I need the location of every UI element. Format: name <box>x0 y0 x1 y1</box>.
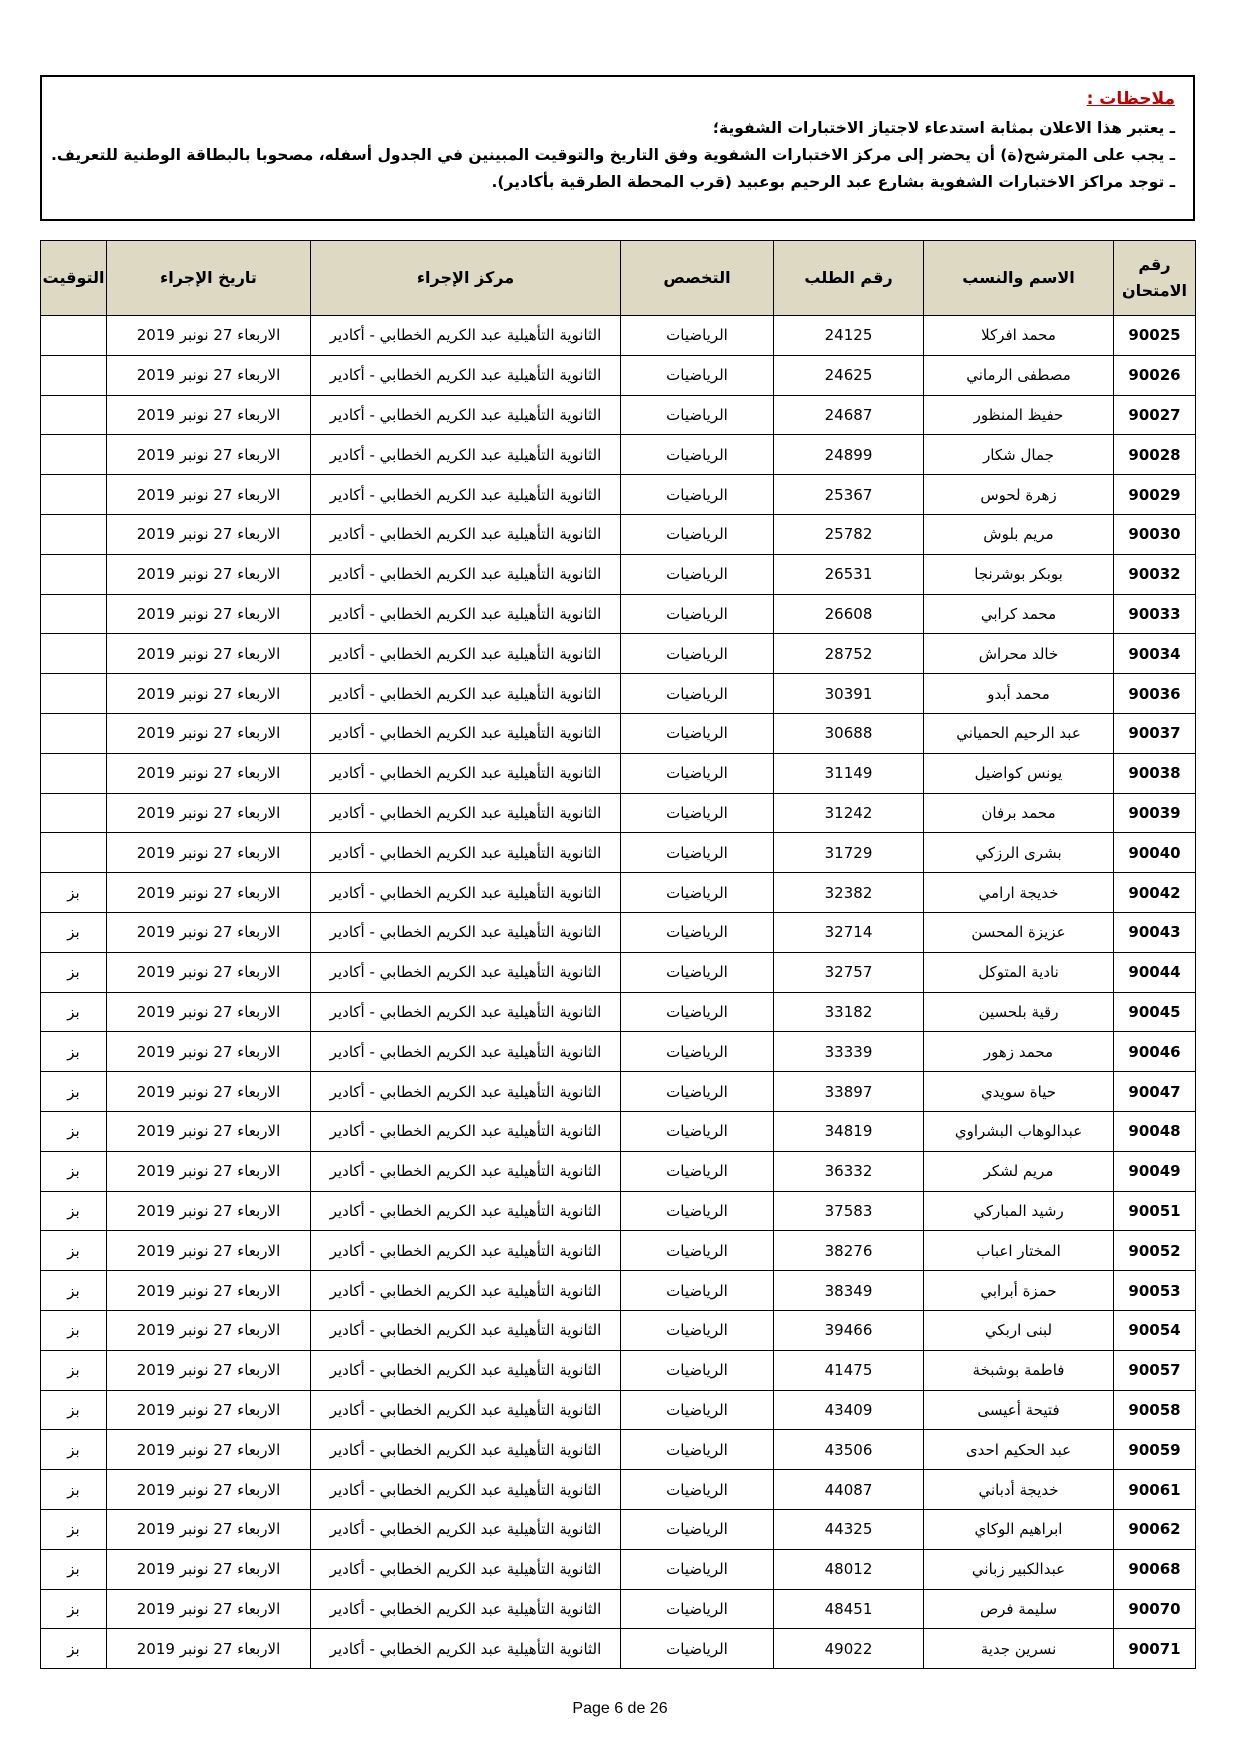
notes-box <box>40 75 1195 221</box>
center-cell: الثانوية التأهيلية عبد الكريم الخطابي - أكادير <box>311 475 621 515</box>
exam-number-cell: 90061 <box>1114 1470 1196 1510</box>
exam-number-cell: 90033 <box>1114 594 1196 634</box>
date-cell: الاربعاء 27 نونبر 2019 <box>107 793 311 833</box>
center-cell: الثانوية التأهيلية عبد الكريم الخطابي - أكادير <box>311 873 621 913</box>
date-cell: الاربعاء 27 نونبر 2019 <box>107 1191 311 1231</box>
specialty-cell: الرياضيات <box>621 1589 774 1629</box>
exam-number-cell: 90026 <box>1114 355 1196 395</box>
time-cell: بز <box>41 1032 107 1072</box>
request-number-cell: 31149 <box>774 753 924 793</box>
note-line: ـ توجد مراكز الاختبارات الشفوية بشارع عبد الرحيم بوعبيد (قرب المحطة الطرقية بأكادير). <box>491 173 1175 191</box>
time-cell <box>41 713 107 753</box>
request-number-cell: 49022 <box>774 1629 924 1669</box>
specialty-cell: الرياضيات <box>621 674 774 714</box>
exam-number-cell: 90049 <box>1114 1151 1196 1191</box>
request-number-cell: 24625 <box>774 355 924 395</box>
specialty-cell: الرياضيات <box>621 1629 774 1669</box>
name-cell: بشرى الرزكي <box>924 833 1114 873</box>
request-number-cell: 33897 <box>774 1072 924 1112</box>
time-cell: بز <box>41 912 107 952</box>
request-number-cell: 32382 <box>774 873 924 913</box>
specialty-cell: الرياضيات <box>621 1430 774 1470</box>
specialty-cell: الرياضيات <box>621 634 774 674</box>
name-cell: نسرين جدية <box>924 1629 1114 1669</box>
table-row <box>41 1509 1196 1549</box>
table-row <box>41 674 1196 714</box>
exam-number-cell: 90044 <box>1114 952 1196 992</box>
date-cell: الاربعاء 27 نونبر 2019 <box>107 514 311 554</box>
time-cell <box>41 634 107 674</box>
table-row <box>41 1350 1196 1390</box>
date-cell: الاربعاء 27 نونبر 2019 <box>107 395 311 435</box>
time-cell: بز <box>41 1589 107 1629</box>
date-cell: الاربعاء 27 نونبر 2019 <box>107 1509 311 1549</box>
exam-number-cell: 90051 <box>1114 1191 1196 1231</box>
table-row <box>41 1032 1196 1072</box>
table-row <box>41 1151 1196 1191</box>
center-cell: الثانوية التأهيلية عبد الكريم الخطابي - أكادير <box>311 1589 621 1629</box>
date-cell: الاربعاء 27 نونبر 2019 <box>107 952 311 992</box>
time-cell <box>41 674 107 714</box>
date-cell: الاربعاء 27 نونبر 2019 <box>107 1072 311 1112</box>
date-cell: الاربعاء 27 نونبر 2019 <box>107 1589 311 1629</box>
specialty-cell: الرياضيات <box>621 1390 774 1430</box>
table-row <box>41 1191 1196 1231</box>
date-cell: الاربعاء 27 نونبر 2019 <box>107 753 311 793</box>
request-number-cell: 30688 <box>774 713 924 753</box>
name-cell: محمد برفان <box>924 793 1114 833</box>
name-cell: لبنى اربكي <box>924 1310 1114 1350</box>
table-row <box>41 1271 1196 1311</box>
candidates-table <box>40 240 1196 1669</box>
specialty-cell: الرياضيات <box>621 594 774 634</box>
request-number-cell: 31729 <box>774 833 924 873</box>
name-cell: مريم بلوش <box>924 514 1114 554</box>
date-cell: الاربعاء 27 نونبر 2019 <box>107 1151 311 1191</box>
exam-number-cell: 90052 <box>1114 1231 1196 1271</box>
name-cell: المختار اعباب <box>924 1231 1114 1271</box>
exam-number-cell: 90048 <box>1114 1111 1196 1151</box>
request-number-cell: 24899 <box>774 435 924 475</box>
name-cell: يونس كواضيل <box>924 753 1114 793</box>
time-cell <box>41 435 107 475</box>
request-number-cell: 39466 <box>774 1310 924 1350</box>
table-body <box>41 316 1196 1669</box>
center-cell: الثانوية التأهيلية عبد الكريم الخطابي - أكادير <box>311 1310 621 1350</box>
center-cell: الثانوية التأهيلية عبد الكريم الخطابي - أكادير <box>311 1629 621 1669</box>
date-cell: الاربعاء 27 نونبر 2019 <box>107 1350 311 1390</box>
request-number-cell: 30391 <box>774 674 924 714</box>
exam-number-cell: 90043 <box>1114 912 1196 952</box>
time-cell <box>41 833 107 873</box>
date-cell: الاربعاء 27 نونبر 2019 <box>107 713 311 753</box>
time-cell: بز <box>41 1151 107 1191</box>
table-row <box>41 1589 1196 1629</box>
request-number-cell: 37583 <box>774 1191 924 1231</box>
request-number-cell: 38276 <box>774 1231 924 1271</box>
request-number-cell: 48451 <box>774 1589 924 1629</box>
exam-number-cell: 90029 <box>1114 475 1196 515</box>
exam-number-cell: 90042 <box>1114 873 1196 913</box>
time-cell <box>41 475 107 515</box>
specialty-cell: الرياضيات <box>621 1310 774 1350</box>
exam-number-cell: 90045 <box>1114 992 1196 1032</box>
time-cell <box>41 753 107 793</box>
time-cell: بز <box>41 1231 107 1271</box>
exam-number-cell: 90059 <box>1114 1430 1196 1470</box>
exam-number-cell: 90070 <box>1114 1589 1196 1629</box>
name-cell: محمد أبدو <box>924 674 1114 714</box>
time-cell <box>41 355 107 395</box>
specialty-cell: الرياضيات <box>621 1072 774 1112</box>
exam-number-cell: 90036 <box>1114 674 1196 714</box>
note-line: ـ يجب على المترشح(ة) أن يحضر إلى مركز الاختبارات الشفوية وفق التاريخ والتوقيت المبينين في الجدول أسفله، مصحوبا بالبطاقة الوطنية للتعريف. <box>50 146 1175 164</box>
specialty-cell: الرياضيات <box>621 912 774 952</box>
time-cell: بز <box>41 1310 107 1350</box>
specialty-cell: الرياضيات <box>621 952 774 992</box>
table-row <box>41 475 1196 515</box>
exam-number-cell: 90032 <box>1114 554 1196 594</box>
name-cell: ابراهيم الوكاي <box>924 1509 1114 1549</box>
exam-number-cell: 90037 <box>1114 713 1196 753</box>
exam-number-cell: 90028 <box>1114 435 1196 475</box>
header-center: مركز الإجراء <box>311 241 621 316</box>
exam-number-cell: 90046 <box>1114 1032 1196 1072</box>
name-cell: محمد زهور <box>924 1032 1114 1072</box>
center-cell: الثانوية التأهيلية عبد الكريم الخطابي - أكادير <box>311 1390 621 1430</box>
request-number-cell: 31242 <box>774 793 924 833</box>
table-header-row <box>41 241 1196 316</box>
center-cell: الثانوية التأهيلية عبد الكريم الخطابي - أكادير <box>311 1350 621 1390</box>
center-cell: الثانوية التأهيلية عبد الكريم الخطابي - أكادير <box>311 1072 621 1112</box>
specialty-cell: الرياضيات <box>621 992 774 1032</box>
specialty-cell: الرياضيات <box>621 395 774 435</box>
name-cell: حفيظ المنظور <box>924 395 1114 435</box>
date-cell: الاربعاء 27 نونبر 2019 <box>107 1231 311 1271</box>
name-cell: مريم لشكر <box>924 1151 1114 1191</box>
specialty-cell: الرياضيات <box>621 554 774 594</box>
center-cell: الثانوية التأهيلية عبد الكريم الخطابي - أكادير <box>311 713 621 753</box>
exam-number-cell: 90058 <box>1114 1390 1196 1430</box>
specialty-cell: الرياضيات <box>621 355 774 395</box>
exam-number-cell: 90071 <box>1114 1629 1196 1669</box>
request-number-cell: 25782 <box>774 514 924 554</box>
center-cell: الثانوية التأهيلية عبد الكريم الخطابي - أكادير <box>311 1509 621 1549</box>
name-cell: خديجة أدباني <box>924 1470 1114 1510</box>
name-cell: محمد كرابي <box>924 594 1114 634</box>
request-number-cell: 43409 <box>774 1390 924 1430</box>
name-cell: خديجة ارامي <box>924 873 1114 913</box>
date-cell: الاربعاء 27 نونبر 2019 <box>107 833 311 873</box>
specialty-cell: الرياضيات <box>621 873 774 913</box>
table-row <box>41 395 1196 435</box>
table-row <box>41 912 1196 952</box>
time-cell: بز <box>41 952 107 992</box>
request-number-cell: 24125 <box>774 316 924 356</box>
exam-number-cell: 90038 <box>1114 753 1196 793</box>
table-row <box>41 1390 1196 1430</box>
center-cell: الثانوية التأهيلية عبد الكريم الخطابي - أكادير <box>311 594 621 634</box>
date-cell: الاربعاء 27 نونبر 2019 <box>107 554 311 594</box>
name-cell: بوبكر بوشرنجا <box>924 554 1114 594</box>
center-cell: الثانوية التأهيلية عبد الكريم الخطابي - أكادير <box>311 514 621 554</box>
center-cell: الثانوية التأهيلية عبد الكريم الخطابي - أكادير <box>311 1191 621 1231</box>
request-number-cell: 32714 <box>774 912 924 952</box>
exam-number-cell: 90047 <box>1114 1072 1196 1112</box>
table-row <box>41 1549 1196 1589</box>
time-cell <box>41 594 107 634</box>
time-cell: بز <box>41 1191 107 1231</box>
request-number-cell: 41475 <box>774 1350 924 1390</box>
table-row <box>41 793 1196 833</box>
table-row <box>41 1310 1196 1350</box>
time-cell: بز <box>41 1390 107 1430</box>
date-cell: الاربعاء 27 نونبر 2019 <box>107 634 311 674</box>
time-cell: بز <box>41 1509 107 1549</box>
center-cell: الثانوية التأهيلية عبد الكريم الخطابي - أكادير <box>311 833 621 873</box>
date-cell: الاربعاء 27 نونبر 2019 <box>107 594 311 634</box>
exam-number-cell: 90034 <box>1114 634 1196 674</box>
table-row <box>41 1470 1196 1510</box>
table-row <box>41 554 1196 594</box>
request-number-cell: 28752 <box>774 634 924 674</box>
time-cell: بز <box>41 1111 107 1151</box>
name-cell: جمال شكار <box>924 435 1114 475</box>
specialty-cell: الرياضيات <box>621 1231 774 1271</box>
specialty-cell: الرياضيات <box>621 435 774 475</box>
name-cell: عبد الحكيم احدى <box>924 1430 1114 1470</box>
specialty-cell: الرياضيات <box>621 713 774 753</box>
request-number-cell: 36332 <box>774 1151 924 1191</box>
specialty-cell: الرياضيات <box>621 1509 774 1549</box>
exam-number-cell: 90053 <box>1114 1271 1196 1311</box>
time-cell <box>41 793 107 833</box>
request-number-cell: 38349 <box>774 1271 924 1311</box>
date-cell: الاربعاء 27 نونبر 2019 <box>107 873 311 913</box>
table-row <box>41 1231 1196 1271</box>
date-cell: الاربعاء 27 نونبر 2019 <box>107 1111 311 1151</box>
request-number-cell: 26531 <box>774 554 924 594</box>
specialty-cell: الرياضيات <box>621 793 774 833</box>
table-row <box>41 355 1196 395</box>
date-cell: الاربعاء 27 نونبر 2019 <box>107 1271 311 1311</box>
date-cell: الاربعاء 27 نونبر 2019 <box>107 1430 311 1470</box>
name-cell: حياة سويدي <box>924 1072 1114 1112</box>
center-cell: الثانوية التأهيلية عبد الكريم الخطابي - أكادير <box>311 992 621 1032</box>
time-cell: بز <box>41 1430 107 1470</box>
time-cell: بز <box>41 1549 107 1589</box>
date-cell: الاربعاء 27 نونبر 2019 <box>107 992 311 1032</box>
specialty-cell: الرياضيات <box>621 1350 774 1390</box>
table-row <box>41 1629 1196 1669</box>
center-cell: الثانوية التأهيلية عبد الكريم الخطابي - أكادير <box>311 355 621 395</box>
table-row <box>41 316 1196 356</box>
center-cell: الثانوية التأهيلية عبد الكريم الخطابي - أكادير <box>311 1549 621 1589</box>
center-cell: الثانوية التأهيلية عبد الكريم الخطابي - أكادير <box>311 912 621 952</box>
page-number: Page 6 de 26 <box>572 1700 668 1717</box>
center-cell: الثانوية التأهيلية عبد الكريم الخطابي - أكادير <box>311 554 621 594</box>
specialty-cell: الرياضيات <box>621 1032 774 1072</box>
specialty-cell: الرياضيات <box>621 1271 774 1311</box>
name-cell: عبد الرحيم الحمياني <box>924 713 1114 753</box>
center-cell: الثانوية التأهيلية عبد الكريم الخطابي - أكادير <box>311 634 621 674</box>
table-row <box>41 514 1196 554</box>
name-cell: عبدالوهاب البشراوي <box>924 1111 1114 1151</box>
center-cell: الثانوية التأهيلية عبد الكريم الخطابي - أكادير <box>311 1111 621 1151</box>
table-row <box>41 594 1196 634</box>
specialty-cell: الرياضيات <box>621 1549 774 1589</box>
date-cell: الاربعاء 27 نونبر 2019 <box>107 1310 311 1350</box>
date-cell: الاربعاء 27 نونبر 2019 <box>107 1470 311 1510</box>
date-cell: الاربعاء 27 نونبر 2019 <box>107 355 311 395</box>
center-cell: الثانوية التأهيلية عبد الكريم الخطابي - أكادير <box>311 1430 621 1470</box>
time-cell <box>41 514 107 554</box>
center-cell: الثانوية التأهيلية عبد الكريم الخطابي - أكادير <box>311 793 621 833</box>
request-number-cell: 43506 <box>774 1430 924 1470</box>
name-cell: فتيحة أعيسى <box>924 1390 1114 1430</box>
exam-number-cell: 90054 <box>1114 1310 1196 1350</box>
name-cell: مصطفى الرماني <box>924 355 1114 395</box>
date-cell: الاربعاء 27 نونبر 2019 <box>107 1629 311 1669</box>
name-cell: عبدالكبير زباني <box>924 1549 1114 1589</box>
note-line: ـ يعتبر هذا الاعلان بمثابة استدعاء لاجتياز الاختبارات الشفوية؛ <box>712 119 1175 137</box>
request-number-cell: 24687 <box>774 395 924 435</box>
name-cell: فاطمة بوشبخة <box>924 1350 1114 1390</box>
table-row <box>41 873 1196 913</box>
exam-number-cell: 90027 <box>1114 395 1196 435</box>
specialty-cell: الرياضيات <box>621 1151 774 1191</box>
request-number-cell: 44325 <box>774 1509 924 1549</box>
specialty-cell: الرياضيات <box>621 475 774 515</box>
exam-number-cell: 90040 <box>1114 833 1196 873</box>
center-cell: الثانوية التأهيلية عبد الكريم الخطابي - أكادير <box>311 1271 621 1311</box>
date-cell: الاربعاء 27 نونبر 2019 <box>107 316 311 356</box>
center-cell: الثانوية التأهيلية عبد الكريم الخطابي - أكادير <box>311 1151 621 1191</box>
center-cell: الثانوية التأهيلية عبد الكريم الخطابي - أكادير <box>311 674 621 714</box>
date-cell: الاربعاء 27 نونبر 2019 <box>107 912 311 952</box>
table-row <box>41 634 1196 674</box>
table-row <box>41 435 1196 475</box>
time-cell: بز <box>41 1072 107 1112</box>
center-cell: الثانوية التأهيلية عبد الكريم الخطابي - أكادير <box>311 952 621 992</box>
name-cell: نادية المتوكل <box>924 952 1114 992</box>
exam-number-cell: 90039 <box>1114 793 1196 833</box>
table-row <box>41 1111 1196 1151</box>
header-request-number: رقم الطلب <box>774 241 924 316</box>
time-cell <box>41 395 107 435</box>
header-specialty: التخصص <box>621 241 774 316</box>
header-exam-number: رقم الامتحان <box>1114 241 1196 316</box>
notes-title: ملاحظات : <box>1086 89 1175 109</box>
time-cell: بز <box>41 992 107 1032</box>
center-cell: الثانوية التأهيلية عبد الكريم الخطابي - أكادير <box>311 316 621 356</box>
name-cell: رشيد المباركي <box>924 1191 1114 1231</box>
header-time: التوقيت <box>41 241 107 316</box>
table-row <box>41 1430 1196 1470</box>
exam-number-cell: 90030 <box>1114 514 1196 554</box>
specialty-cell: الرياضيات <box>621 1470 774 1510</box>
name-cell: رقية بلحسين <box>924 992 1114 1032</box>
table-row <box>41 952 1196 992</box>
request-number-cell: 44087 <box>774 1470 924 1510</box>
center-cell: الثانوية التأهيلية عبد الكريم الخطابي - أكادير <box>311 1032 621 1072</box>
specialty-cell: الرياضيات <box>621 1191 774 1231</box>
request-number-cell: 25367 <box>774 475 924 515</box>
time-cell: بز <box>41 1271 107 1311</box>
request-number-cell: 26608 <box>774 594 924 634</box>
center-cell: الثانوية التأهيلية عبد الكريم الخطابي - أكادير <box>311 435 621 475</box>
time-cell: بز <box>41 1470 107 1510</box>
exam-number-cell: 90068 <box>1114 1549 1196 1589</box>
table-row <box>41 833 1196 873</box>
name-cell: عزيزة المحسن <box>924 912 1114 952</box>
request-number-cell: 33339 <box>774 1032 924 1072</box>
time-cell: بز <box>41 1350 107 1390</box>
center-cell: الثانوية التأهيلية عبد الكريم الخطابي - أكادير <box>311 753 621 793</box>
name-cell: حمزة أبرابي <box>924 1271 1114 1311</box>
name-cell: سليمة فرص <box>924 1589 1114 1629</box>
header-name: الاسم والنسب <box>924 241 1114 316</box>
time-cell: بز <box>41 873 107 913</box>
date-cell: الاربعاء 27 نونبر 2019 <box>107 435 311 475</box>
specialty-cell: الرياضيات <box>621 316 774 356</box>
specialty-cell: الرياضيات <box>621 833 774 873</box>
request-number-cell: 32757 <box>774 952 924 992</box>
table-row <box>41 713 1196 753</box>
date-cell: الاربعاء 27 نونبر 2019 <box>107 475 311 515</box>
request-number-cell: 34819 <box>774 1111 924 1151</box>
time-cell <box>41 554 107 594</box>
date-cell: الاربعاء 27 نونبر 2019 <box>107 674 311 714</box>
table-row <box>41 1072 1196 1112</box>
header-date: تاريخ الإجراء <box>107 241 311 316</box>
request-number-cell: 33182 <box>774 992 924 1032</box>
date-cell: الاربعاء 27 نونبر 2019 <box>107 1549 311 1589</box>
date-cell: الاربعاء 27 نونبر 2019 <box>107 1390 311 1430</box>
time-cell: بز <box>41 1629 107 1669</box>
name-cell: خالد محراش <box>924 634 1114 674</box>
center-cell: الثانوية التأهيلية عبد الكريم الخطابي - أكادير <box>311 1470 621 1510</box>
table-row <box>41 753 1196 793</box>
name-cell: محمد افركلا <box>924 316 1114 356</box>
time-cell <box>41 316 107 356</box>
center-cell: الثانوية التأهيلية عبد الكريم الخطابي - أكادير <box>311 1231 621 1271</box>
specialty-cell: الرياضيات <box>621 514 774 554</box>
request-number-cell: 48012 <box>774 1549 924 1589</box>
specialty-cell: الرياضيات <box>621 753 774 793</box>
exam-number-cell: 90062 <box>1114 1509 1196 1549</box>
table-row <box>41 992 1196 1032</box>
specialty-cell: الرياضيات <box>621 1111 774 1151</box>
date-cell: الاربعاء 27 نونبر 2019 <box>107 1032 311 1072</box>
name-cell: زهرة لحوس <box>924 475 1114 515</box>
exam-number-cell: 90025 <box>1114 316 1196 356</box>
exam-number-cell: 90057 <box>1114 1350 1196 1390</box>
center-cell: الثانوية التأهيلية عبد الكريم الخطابي - أكادير <box>311 395 621 435</box>
